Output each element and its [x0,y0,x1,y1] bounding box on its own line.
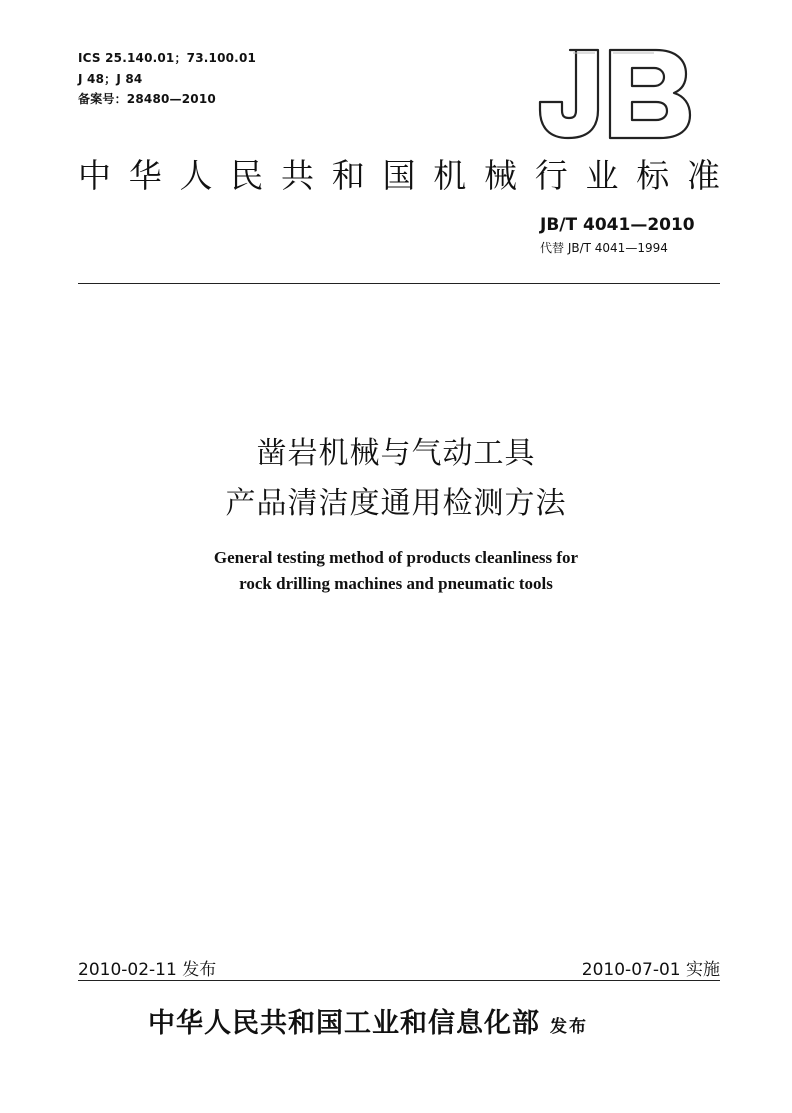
standard-type-char: 标 [636,156,670,195]
publisher-suffix: 发布 [550,1017,588,1037]
replaces-standard: 代替 JB/T 4041—1994 [540,241,668,255]
title-chinese-line2: 产品清洁度通用检测方法 [225,486,567,521]
standard-type-char: 中 [78,156,111,195]
standard-type-char: 华 [128,156,162,195]
bottom-divider [78,980,720,981]
implementation-date: 2010-07-01 实施 [581,960,720,980]
standard-type-char: 械 [484,156,517,195]
standard-type-heading [78,150,720,197]
standard-number: JB/T 4041—2010 [540,215,695,235]
ics-code: ICS 25.140.01；73.100.01 [78,51,257,65]
standard-type-char: 准 [687,156,720,195]
standard-type-char: 行 [534,156,568,195]
standard-type-char: 机 [433,156,467,195]
issue-date: 2010-02-11 发布 [78,960,217,980]
jb-logo [536,44,726,140]
standard-type-char: 业 [585,156,619,195]
standard-type-char: 民 [230,156,264,195]
publisher-name: 中华人民共和国工业和信息化部 [148,1008,540,1039]
publisher-line [148,1001,588,1040]
standard-type-char: 人 [179,156,213,195]
title-english-line1: General testing method of products cleanliness for [213,548,579,567]
title-english-line2: rock drilling machines and pneumatic tools [239,574,553,593]
record-number: 备案号：28480—2010 [78,92,216,106]
ccs-code: J 48；J 84 [78,72,143,86]
standard-type-char: 和 [331,156,365,195]
standard-type-char: 共 [281,156,314,195]
standard-type-char: 国 [382,156,416,195]
title-chinese-line1: 凿岩机械与气动工具 [256,436,536,471]
top-divider [78,283,720,284]
